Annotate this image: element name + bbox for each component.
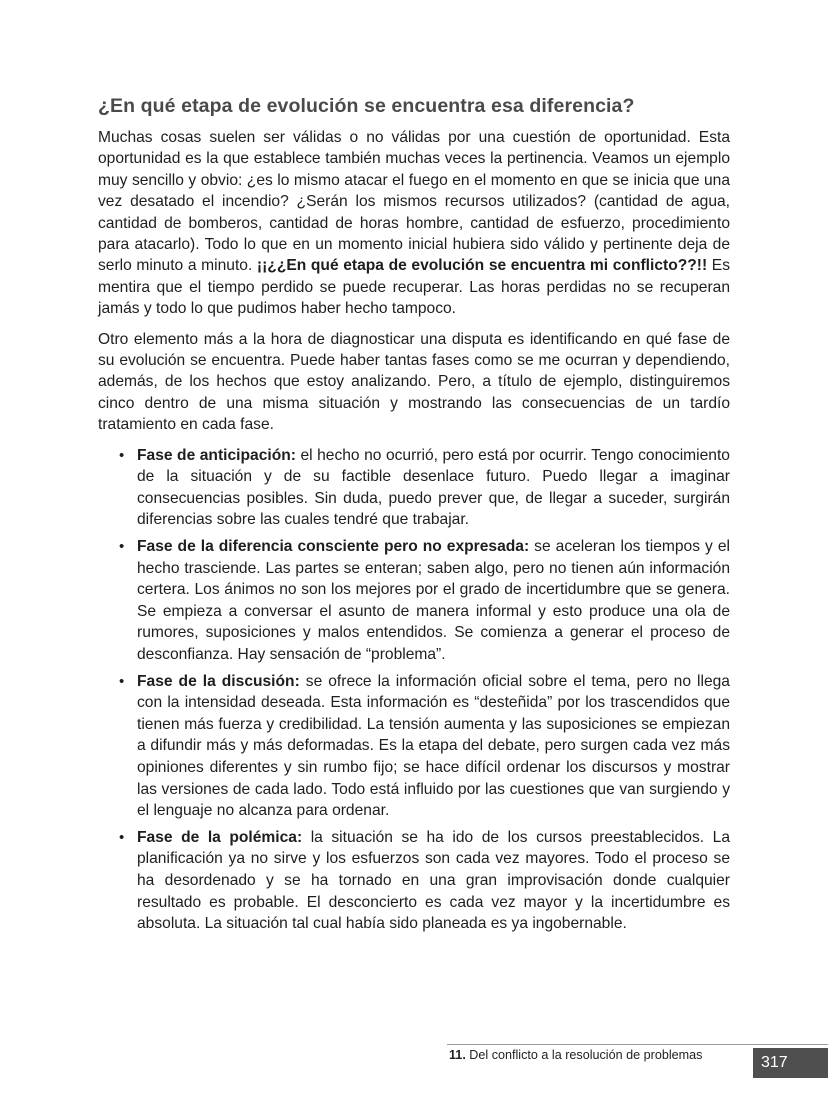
phase-title: Fase de la discusión:: [137, 672, 300, 690]
phase-description: el hecho no ocurrió, pero está por ocurrir. Tengo conocimiento de la situación y de su factible desenlace futuro. Puedo llegar a imaginar consecuencias posibles. Sin duda, puedo prever que, de llegar a suceder, surgirán diferencias sobre las cuales tendré que trabajar.: [137, 446, 730, 529]
paragraph-intro: [98, 127, 730, 320]
phase-item-conscious-difference: [98, 536, 730, 666]
running-footer: [449, 1048, 702, 1062]
bullet-icon: •: [119, 672, 125, 690]
section-heading: ¿En qué etapa de evolución se encuentra esa diferencia?: [98, 95, 635, 117]
bullet-icon: •: [119, 828, 125, 846]
phase-item-anticipation: [98, 445, 730, 531]
footer-divider: [447, 1044, 828, 1045]
phase-description: se ofrece la información oficial sobre el tema, pero no llega con la intensidad deseada. Esta información es “desteñida” por los trascendidos que tienen más fuerza y credibilidad. La tensión aumenta y las suposiciones se empiezan a difundir más y más deformadas. Es la etapa del debate, pero surgen cada vez más opiniones diferentes y sin rumbo fijo; se hace difícil ordenar los discursos y mostrar las versiones de cada lado. Todo está influido por las cuestiones que van surgiendo y el lenguaje no alcanza para ordenar.: [137, 672, 730, 820]
paragraph-intro-text-end: Es mentira que el tiempo perdido se puede recuperar. Las horas perdidas no se recuperan jamás y todo lo que pudimos haber hecho tampoco.: [98, 257, 730, 318]
phase-item-polemic: [98, 827, 730, 935]
paragraph-intro-text: Muchas cosas suelen ser válidas o no válidas por una cuestión de oportunidad. Esta oportunidad es la que establece también muchas veces la pertinencia. Veamos un ejemplo muy sencillo y obvio: ¿es lo mismo atacar el fuego en el momento en que se inicia que una vez desatado el incendio? ¿Serán los mismos recursos utilizados? (cantidad de agua, cantidad de bomberos, cantidad de horas hombre, cantidad de esfuerzo, procedimiento para atacarlo). Todo lo que en un momento inicial hubiera sido válido y pertinente deja de serlo minuto a minuto.: [98, 129, 730, 275]
phase-title: Fase de la polémica:: [137, 828, 303, 846]
page-content: [98, 94, 730, 940]
paragraph-intro-emphasis: ¡¡¿¿En qué etapa de evolución se encuentra mi conflicto??!!: [256, 257, 708, 275]
phase-list: [98, 445, 730, 935]
phase-title: Fase de la diferencia consciente pero no expresada:: [137, 538, 530, 556]
bullet-icon: •: [119, 538, 125, 556]
page-number-badge: 317: [753, 1048, 828, 1078]
chapter-title: Del conflicto a la resolución de problemas: [465, 1048, 703, 1062]
phase-description: la situación se ha ido de los cursos preestablecidos. La planificación ya no sirve y los esfuerzos son cada vez mayores. Todo el proceso se ha desordenado y se ha tornado en una gran improvisación donde cualquier resultado es probable. El desconcierto es cada vez mayor y la incertidumbre es absoluta. La situación tal cual había sido planeada es ya ingobernable.: [137, 828, 730, 933]
phase-item-discussion: [98, 671, 730, 822]
paragraph-phases-intro: Otro elemento más a la hora de diagnosticar una disputa es identificando en qué fase de su evolución se encuentra. Puede haber tantas fases como se me ocurran y dependiendo, además, de los hechos que estoy analizando. Pero, a título de ejemplo, distinguiremos cinco dentro de una misma situación y mostrando las consecuencias de un tardío tratamiento en cada fase.: [98, 330, 730, 434]
chapter-number: 11.: [449, 1048, 466, 1062]
phase-title: Fase de anticipación:: [137, 446, 296, 464]
bullet-icon: •: [119, 446, 125, 464]
phase-description: se aceleran los tiempos y el hecho trasciende. Las partes se enteran; saben algo, pero no tienen aún información certera. Los ánimos no son los mejores por el grado de incertidumbre que se genera. Se empieza a conversar el asunto de manera informal y esto produce una ola de rumores, suposiciones y malos entendidos. Se comienza a generar el proceso de desconfianza. Hay sensación de “problema”.: [137, 538, 730, 664]
